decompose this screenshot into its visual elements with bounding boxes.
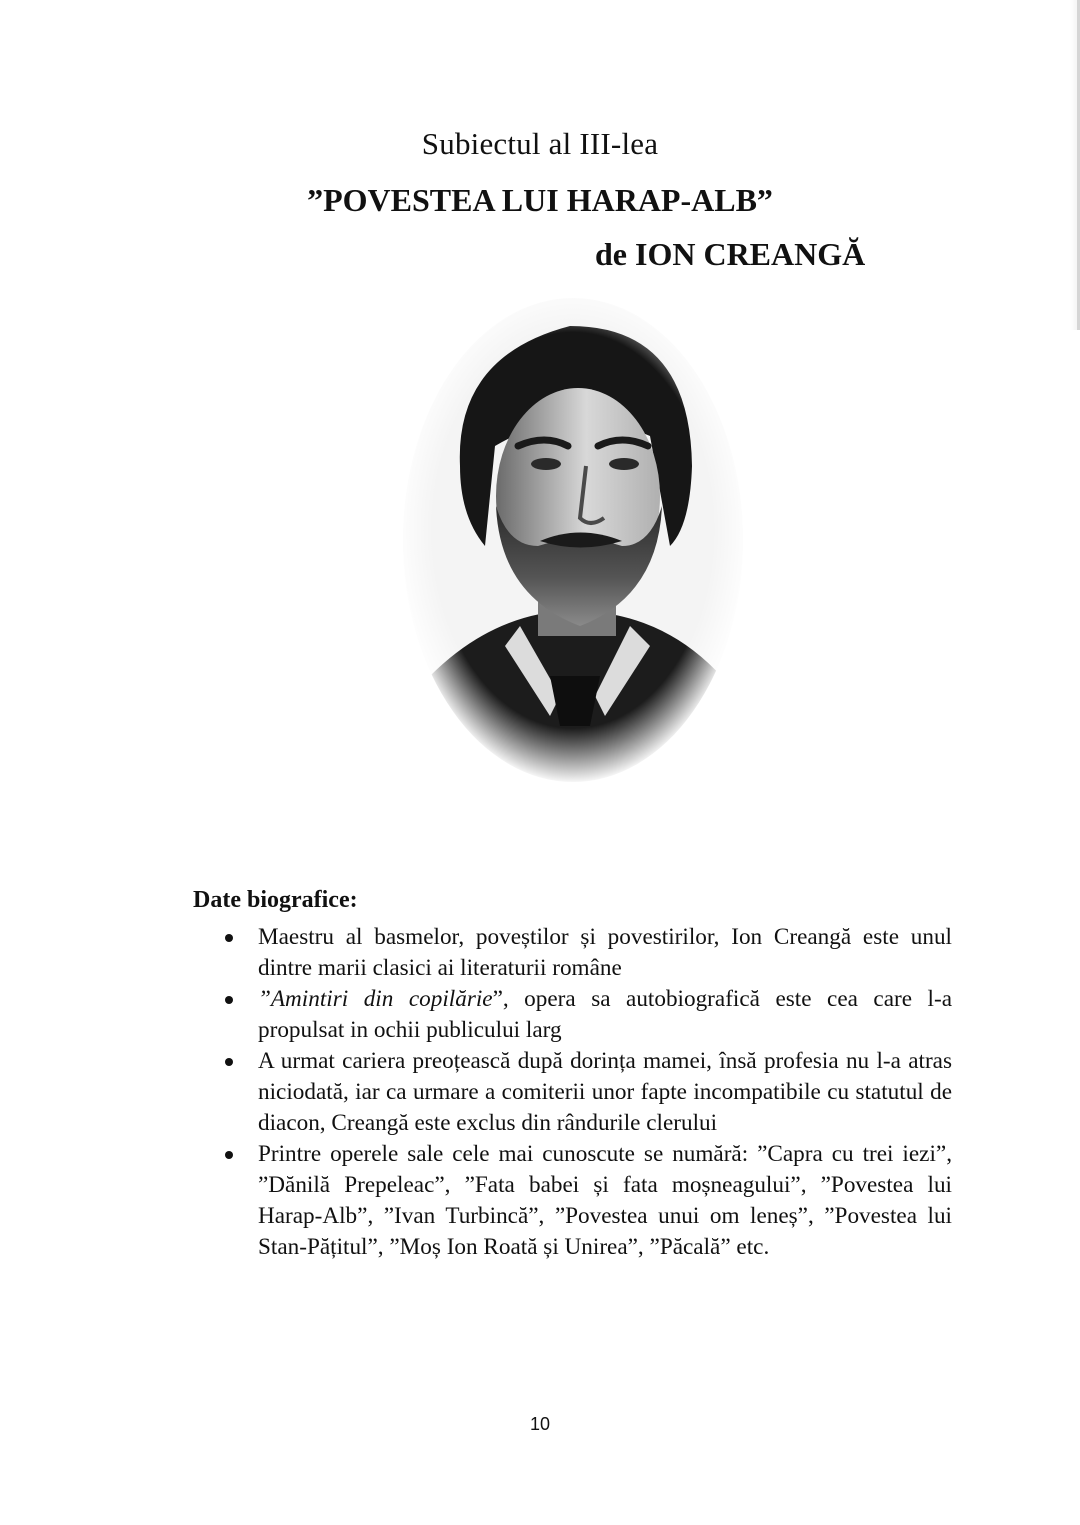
list-item-text: Maestru al basmelor, poveștilor și povestirilor, Ion Creangă este unul dintre marii clasici ai literaturii române	[258, 924, 952, 981]
list-item	[222, 922, 952, 984]
author-line: de ION CREANGĂ	[595, 236, 866, 272]
scroll-indicator	[1070, 0, 1080, 330]
bullet-icon	[225, 1058, 233, 1066]
work-title: ”POVESTEA LUI HARAP-ALB”	[307, 182, 773, 218]
bullet-icon	[225, 1151, 233, 1159]
list-item	[222, 1139, 952, 1263]
list-item-text: ”, opera sa autobiografică este cea care l-a propulsat in ochii publicului larg	[258, 986, 952, 1043]
bullet-icon	[225, 934, 233, 942]
list-item	[222, 984, 952, 1046]
list-item-text: A urmat cariera preoțească după dorința mamei, însă profesia nu l-a atras niciodată, iar ca urmare a comiterii unor fapte incompatibile cu statutul de diacon, Creangă este exclus din rândurile clerului	[258, 1048, 952, 1136]
author-portrait	[400, 296, 746, 784]
section-heading-biography: Date biografice:	[193, 887, 358, 913]
work-title-italic: ”Amintiri din copilărie	[258, 986, 493, 1012]
list-item	[222, 1046, 952, 1139]
page-number: 10	[529, 1414, 551, 1434]
list-item-text: Printre operele sale cele mai cunoscute se numără: ”Capra cu trei iezi”, ”Dănilă Prepeleac”, ”Fata babei și fata moșneagului”, ”Povestea lui Harap-Alb”, ”Ivan Turbincă”, ”Povestea unui om leneș”, ”Povestea lui Stan-Pățitul”, ”Moș Ion Roată și Unirea”, ”Păcală” etc.	[258, 1141, 952, 1260]
bullet-icon	[225, 996, 233, 1004]
subject-subtitle: Subiectul al III-lea	[421, 126, 659, 161]
biography-list	[222, 922, 952, 1263]
